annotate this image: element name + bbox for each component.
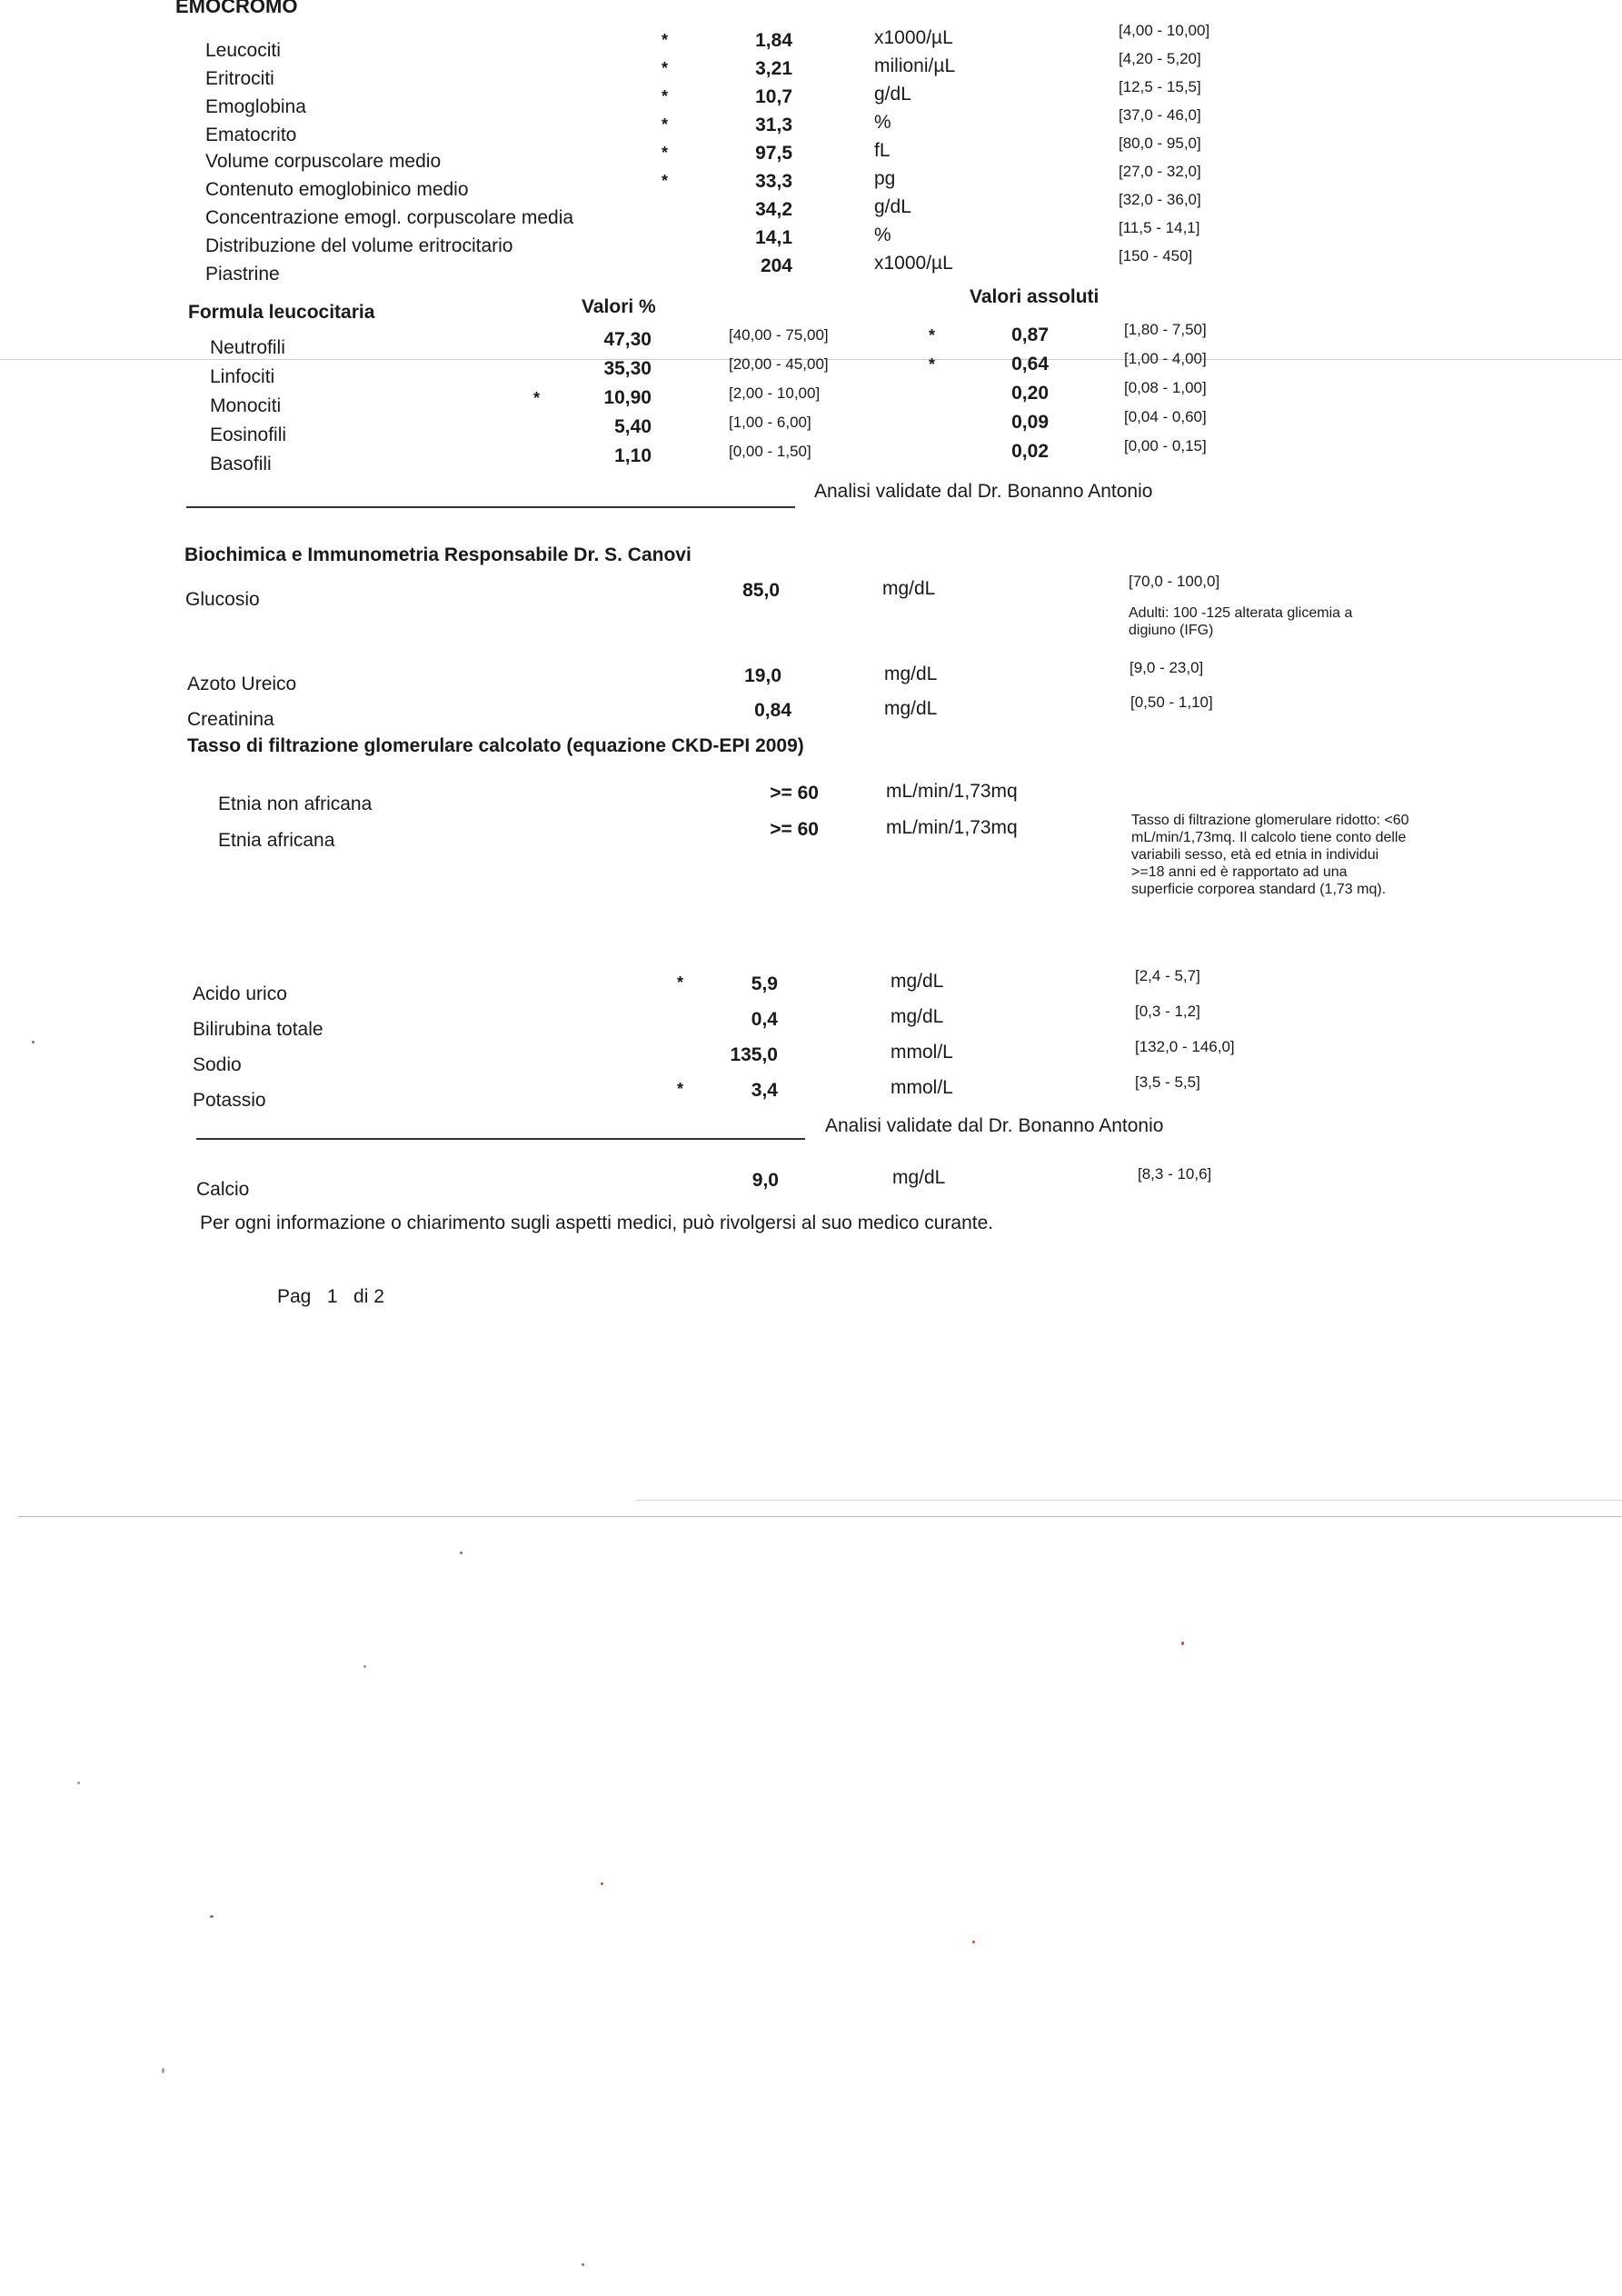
emocromo-row-value: 1,84 (755, 30, 792, 51)
biochimica-row-value: 135,0 (730, 1044, 778, 1065)
formula-row-label: Basofili (210, 454, 272, 474)
biochimica-row-value: 5,9 (751, 973, 778, 994)
biochimica-row-unit: mg/dL (891, 971, 944, 992)
scan-speck (210, 1915, 214, 1918)
formula-row-pct-ref: [40,00 - 75,00] (729, 326, 829, 344)
abnormal-flag: * (662, 172, 669, 190)
abnormal-flag: * (662, 31, 669, 49)
emocromo-row-value: 33,3 (755, 171, 792, 192)
gfr-row-label: Etnia africana (218, 830, 335, 851)
scan-speck (972, 1941, 975, 1943)
emocromo-row-ref: [27,0 - 32,0] (1119, 163, 1201, 180)
emocromo-row-label: Piastrine (205, 264, 280, 285)
formula-row-pct: 5,40 (614, 416, 652, 437)
creatinina-value: 0,84 (754, 700, 791, 721)
abnormal-flag: * (662, 144, 669, 162)
gfr-row-label: Etnia non africana (218, 794, 373, 814)
biochimica-row-label: Sodio (193, 1054, 242, 1075)
emocromo-row-value: 10,7 (755, 86, 792, 107)
glucosio-unit: mg/dL (882, 578, 936, 599)
glucosio-value: 85,0 (742, 580, 780, 601)
biochimica-row-label: Bilirubina totale (193, 1019, 323, 1040)
azoto-unit: mg/dL (884, 664, 938, 684)
scan-speck (601, 1882, 603, 1885)
emocromo-row-label: Volume corpuscolare medio (205, 151, 442, 172)
abnormal-flag: * (677, 1080, 684, 1098)
abnormal-flag: * (662, 115, 669, 134)
scan-speck (582, 2263, 584, 2266)
emocromo-row-unit: % (874, 225, 891, 245)
emocromo-row-ref: [80,0 - 95,0] (1119, 135, 1201, 152)
abnormal-flag: * (662, 59, 669, 77)
abnormal-flag: * (677, 973, 684, 992)
formula-row-pct-ref: [0,00 - 1,50] (729, 443, 811, 460)
formula-abs-header: Valori assoluti (970, 286, 1100, 307)
emocromo-row-value: 3,21 (755, 58, 792, 79)
emocromo-row-unit: pg (874, 168, 896, 189)
formula-row-pct: 1,10 (614, 445, 652, 466)
formula-row-pct: 10,90 (603, 387, 652, 408)
scan-speck (162, 2068, 164, 2073)
biochimica-row-unit: mmol/L (891, 1077, 953, 1098)
creatinina-ref: [0,50 - 1,10] (1130, 694, 1213, 711)
formula-row-abs-ref: [1,00 - 4,00] (1124, 350, 1207, 367)
validated-by-1: Analisi validate dal Dr. Bonanno Antonio (814, 481, 1153, 502)
emocromo-row-label: Ematocrito (205, 125, 297, 145)
section-divider-2 (196, 1138, 805, 1140)
formula-row-label: Monociti (210, 395, 282, 416)
formula-row-abs: 0,02 (1011, 441, 1049, 462)
biochimica-row-ref: [3,5 - 5,5] (1135, 1073, 1200, 1091)
abnormal-flag: * (662, 87, 669, 105)
glucosio-label: Glucosio (185, 589, 260, 610)
emocromo-row-label: Concentrazione emogl. corpuscolare media (205, 207, 574, 228)
formula-row-label: Neutrofili (210, 337, 285, 358)
formula-title: Formula leucocitaria (188, 302, 375, 323)
formula-row-label: Linfociti (210, 366, 275, 387)
gfr-row-value: >= 60 (770, 819, 819, 840)
page-edge-line-2 (636, 1500, 1622, 1501)
page-edge-line (18, 1516, 1622, 1517)
formula-row-abs: 0,20 (1011, 383, 1049, 404)
biochimica-row-value: 0,4 (751, 1009, 778, 1030)
calcio-label: Calcio (196, 1179, 250, 1200)
formula-row-pct: 47,30 (603, 329, 652, 350)
page-number: Pag 1 di 2 (277, 1286, 384, 1307)
emocromo-row-label: Leucociti (205, 40, 281, 61)
abnormal-flag: * (533, 389, 541, 407)
emocromo-row-ref: [150 - 450] (1119, 247, 1193, 265)
creatinina-label: Creatinina (187, 709, 274, 730)
emocromo-row-unit: g/dL (874, 84, 911, 105)
glucosio-ref: [70,0 - 100,0] (1129, 573, 1220, 590)
creatinina-unit: mg/dL (884, 698, 938, 719)
azoto-value: 19,0 (744, 665, 781, 686)
emocromo-row-unit: fL (874, 140, 891, 161)
biochimica-title: Biochimica e Immunometria Responsabile Dr. S. Canovi (184, 544, 692, 565)
footer-info: Per ogni informazione o chiarimento sugli aspetti medici, può rivolgersi al suo medico curante. (200, 1213, 994, 1233)
emocromo-row-ref: [11,5 - 14,1] (1119, 219, 1200, 236)
calcio-value: 9,0 (751, 1170, 779, 1191)
formula-row-abs-ref: [0,08 - 1,00] (1124, 379, 1207, 396)
biochimica-row-value: 3,4 (751, 1080, 778, 1101)
emocromo-row-ref: [32,0 - 36,0] (1119, 191, 1201, 208)
formula-row-pct-ref: [2,00 - 10,00] (729, 384, 821, 402)
scan-speck (363, 1665, 366, 1668)
scan-speck (1181, 1642, 1184, 1645)
gfr-note: Tasso di filtrazione glomerulare ridotto: <60 mL/min/1,73mq. Il calcolo tiene conto delle variabili sesso, età ed etnia in individui >=18 anni ed è rapportato ad una superficie corporea standard (1,73 mq). (1131, 813, 1409, 897)
biochimica-row-label: Potassio (193, 1090, 266, 1111)
formula-row-abs-ref: [0,04 - 0,60] (1124, 408, 1207, 425)
validated-by-2: Analisi validate dal Dr. Bonanno Antonio (825, 1115, 1164, 1136)
formula-row-label: Eosinofili (210, 424, 287, 445)
biochimica-row-unit: mg/dL (891, 1006, 944, 1027)
abnormal-flag: * (929, 326, 936, 344)
azoto-ref: [9,0 - 23,0] (1129, 659, 1204, 676)
formula-row-pct-ref: [1,00 - 6,00] (729, 414, 811, 431)
emocromo-row-value: 34,2 (755, 199, 792, 220)
formula-row-abs: 0,87 (1011, 324, 1049, 345)
emocromo-row-value: 97,5 (755, 143, 792, 164)
calcio-unit: mg/dL (892, 1167, 946, 1188)
emocromo-row-label: Emoglobina (205, 96, 306, 117)
emocromo-row-ref: [12,5 - 15,5] (1119, 78, 1201, 95)
emocromo-row-value: 31,3 (755, 115, 792, 135)
biochimica-row-ref: [2,4 - 5,7] (1135, 967, 1200, 984)
emocromo-row-value: 14,1 (755, 227, 792, 248)
biochimica-row-ref: [132,0 - 146,0] (1135, 1038, 1235, 1055)
biochimica-row-label: Acido urico (193, 983, 287, 1004)
gfr-row-unit: mL/min/1,73mq (886, 781, 1018, 802)
emocromo-title: EMOCROMO (175, 0, 298, 17)
emocromo-row-ref: [4,00 - 10,00] (1119, 22, 1210, 39)
formula-row-abs: 0,09 (1011, 412, 1049, 433)
formula-row-pct-ref: [20,00 - 45,00] (729, 355, 829, 373)
gfr-row-value: >= 60 (770, 783, 819, 804)
formula-row-abs: 0,64 (1011, 354, 1049, 374)
gfr-row-unit: mL/min/1,73mq (886, 817, 1018, 838)
scan-speck (32, 1041, 35, 1043)
emocromo-row-label: Contenuto emoglobinico medio (205, 179, 469, 200)
biochimica-row-ref: [0,3 - 1,2] (1135, 1003, 1200, 1020)
formula-row-abs-ref: [1,80 - 7,50] (1124, 321, 1207, 338)
emocromo-row-unit: % (874, 112, 891, 133)
emocromo-row-unit: x1000/µL (874, 27, 953, 48)
abnormal-flag: * (929, 355, 936, 374)
azoto-label: Azoto Ureico (187, 674, 297, 694)
emocromo-row-unit: milioni/µL (874, 55, 956, 76)
emocromo-row-label: Distribuzione del volume eritrocitario (205, 235, 513, 256)
emocromo-row-value: 204 (760, 255, 792, 276)
scan-speck (77, 1782, 80, 1784)
scan-speck (460, 1552, 463, 1554)
glucosio-note: Adulti: 100 -125 alterata glicemia a digiuno (IFG) (1129, 605, 1353, 638)
formula-pct-header: Valori % (582, 296, 656, 317)
section-divider (186, 506, 795, 508)
emocromo-row-unit: g/dL (874, 196, 911, 217)
gfr-title: Tasso di filtrazione glomerulare calcolato (equazione CKD-EPI 2009) (187, 735, 804, 756)
emocromo-row-ref: [37,0 - 46,0] (1119, 106, 1201, 124)
formula-row-abs-ref: [0,00 - 0,15] (1124, 437, 1207, 454)
calcio-ref: [8,3 - 10,6] (1138, 1165, 1212, 1183)
biochimica-row-unit: mmol/L (891, 1042, 953, 1063)
emocromo-row-unit: x1000/µL (874, 253, 953, 274)
emocromo-row-label: Eritrociti (205, 68, 274, 89)
formula-row-pct: 35,30 (603, 358, 652, 379)
emocromo-row-ref: [4,20 - 5,20] (1119, 50, 1201, 67)
